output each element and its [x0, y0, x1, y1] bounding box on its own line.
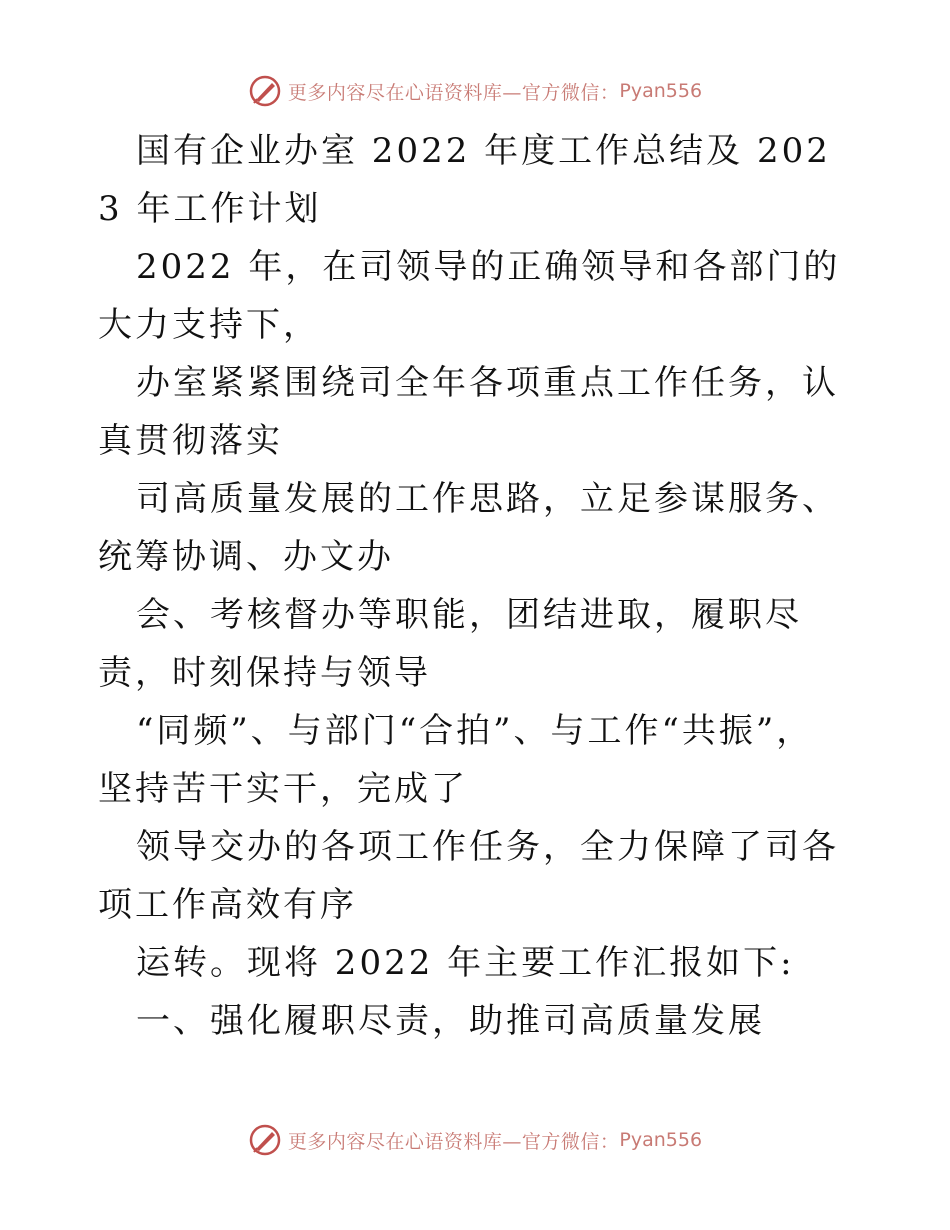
header-watermark	[0, 71, 950, 111]
paragraph: 运转。现将 2022 年主要工作汇报如下:	[136, 943, 795, 983]
document-body	[98, 122, 850, 1050]
section-heading: 一、强化履职尽责，助推司高质量发展	[136, 1001, 765, 1041]
paragraph: 会、考核督办等职能，团结进取，履职尽责，时刻保持与领导	[98, 595, 802, 693]
paragraph: 2022 年，在司领导的正确领导和各部门的大力支持下，	[98, 247, 841, 345]
quill-circle-logo-icon	[248, 74, 282, 108]
watermark-id: Pyan556	[619, 1129, 703, 1151]
paragraph: 办室紧紧围绕司全年各项重点工作任务，认真贯彻落实	[98, 363, 839, 461]
paragraph: 司高质量发展的工作思路，立足参谋服务、统筹协调、办文办	[98, 479, 839, 577]
footer-watermark	[0, 1120, 950, 1160]
watermark-text: 更多内容尽在心语资料库—官方微信：	[287, 1130, 620, 1153]
watermark-id: Pyan556	[619, 80, 703, 102]
watermark-text: 更多内容尽在心语资料库—官方微信：	[287, 81, 620, 104]
document-title: 国有企业办室 2022 年度工作总结及 2023 年工作计划	[98, 131, 831, 229]
quill-circle-logo-icon	[248, 1123, 282, 1157]
paragraph: 领导交办的各项工作任务，全力保障了司各项工作高效有序	[98, 827, 839, 925]
paragraph: “同频”、与部门“合拍”、与工作“共振”，坚持苦干实干，完成了	[98, 711, 814, 809]
